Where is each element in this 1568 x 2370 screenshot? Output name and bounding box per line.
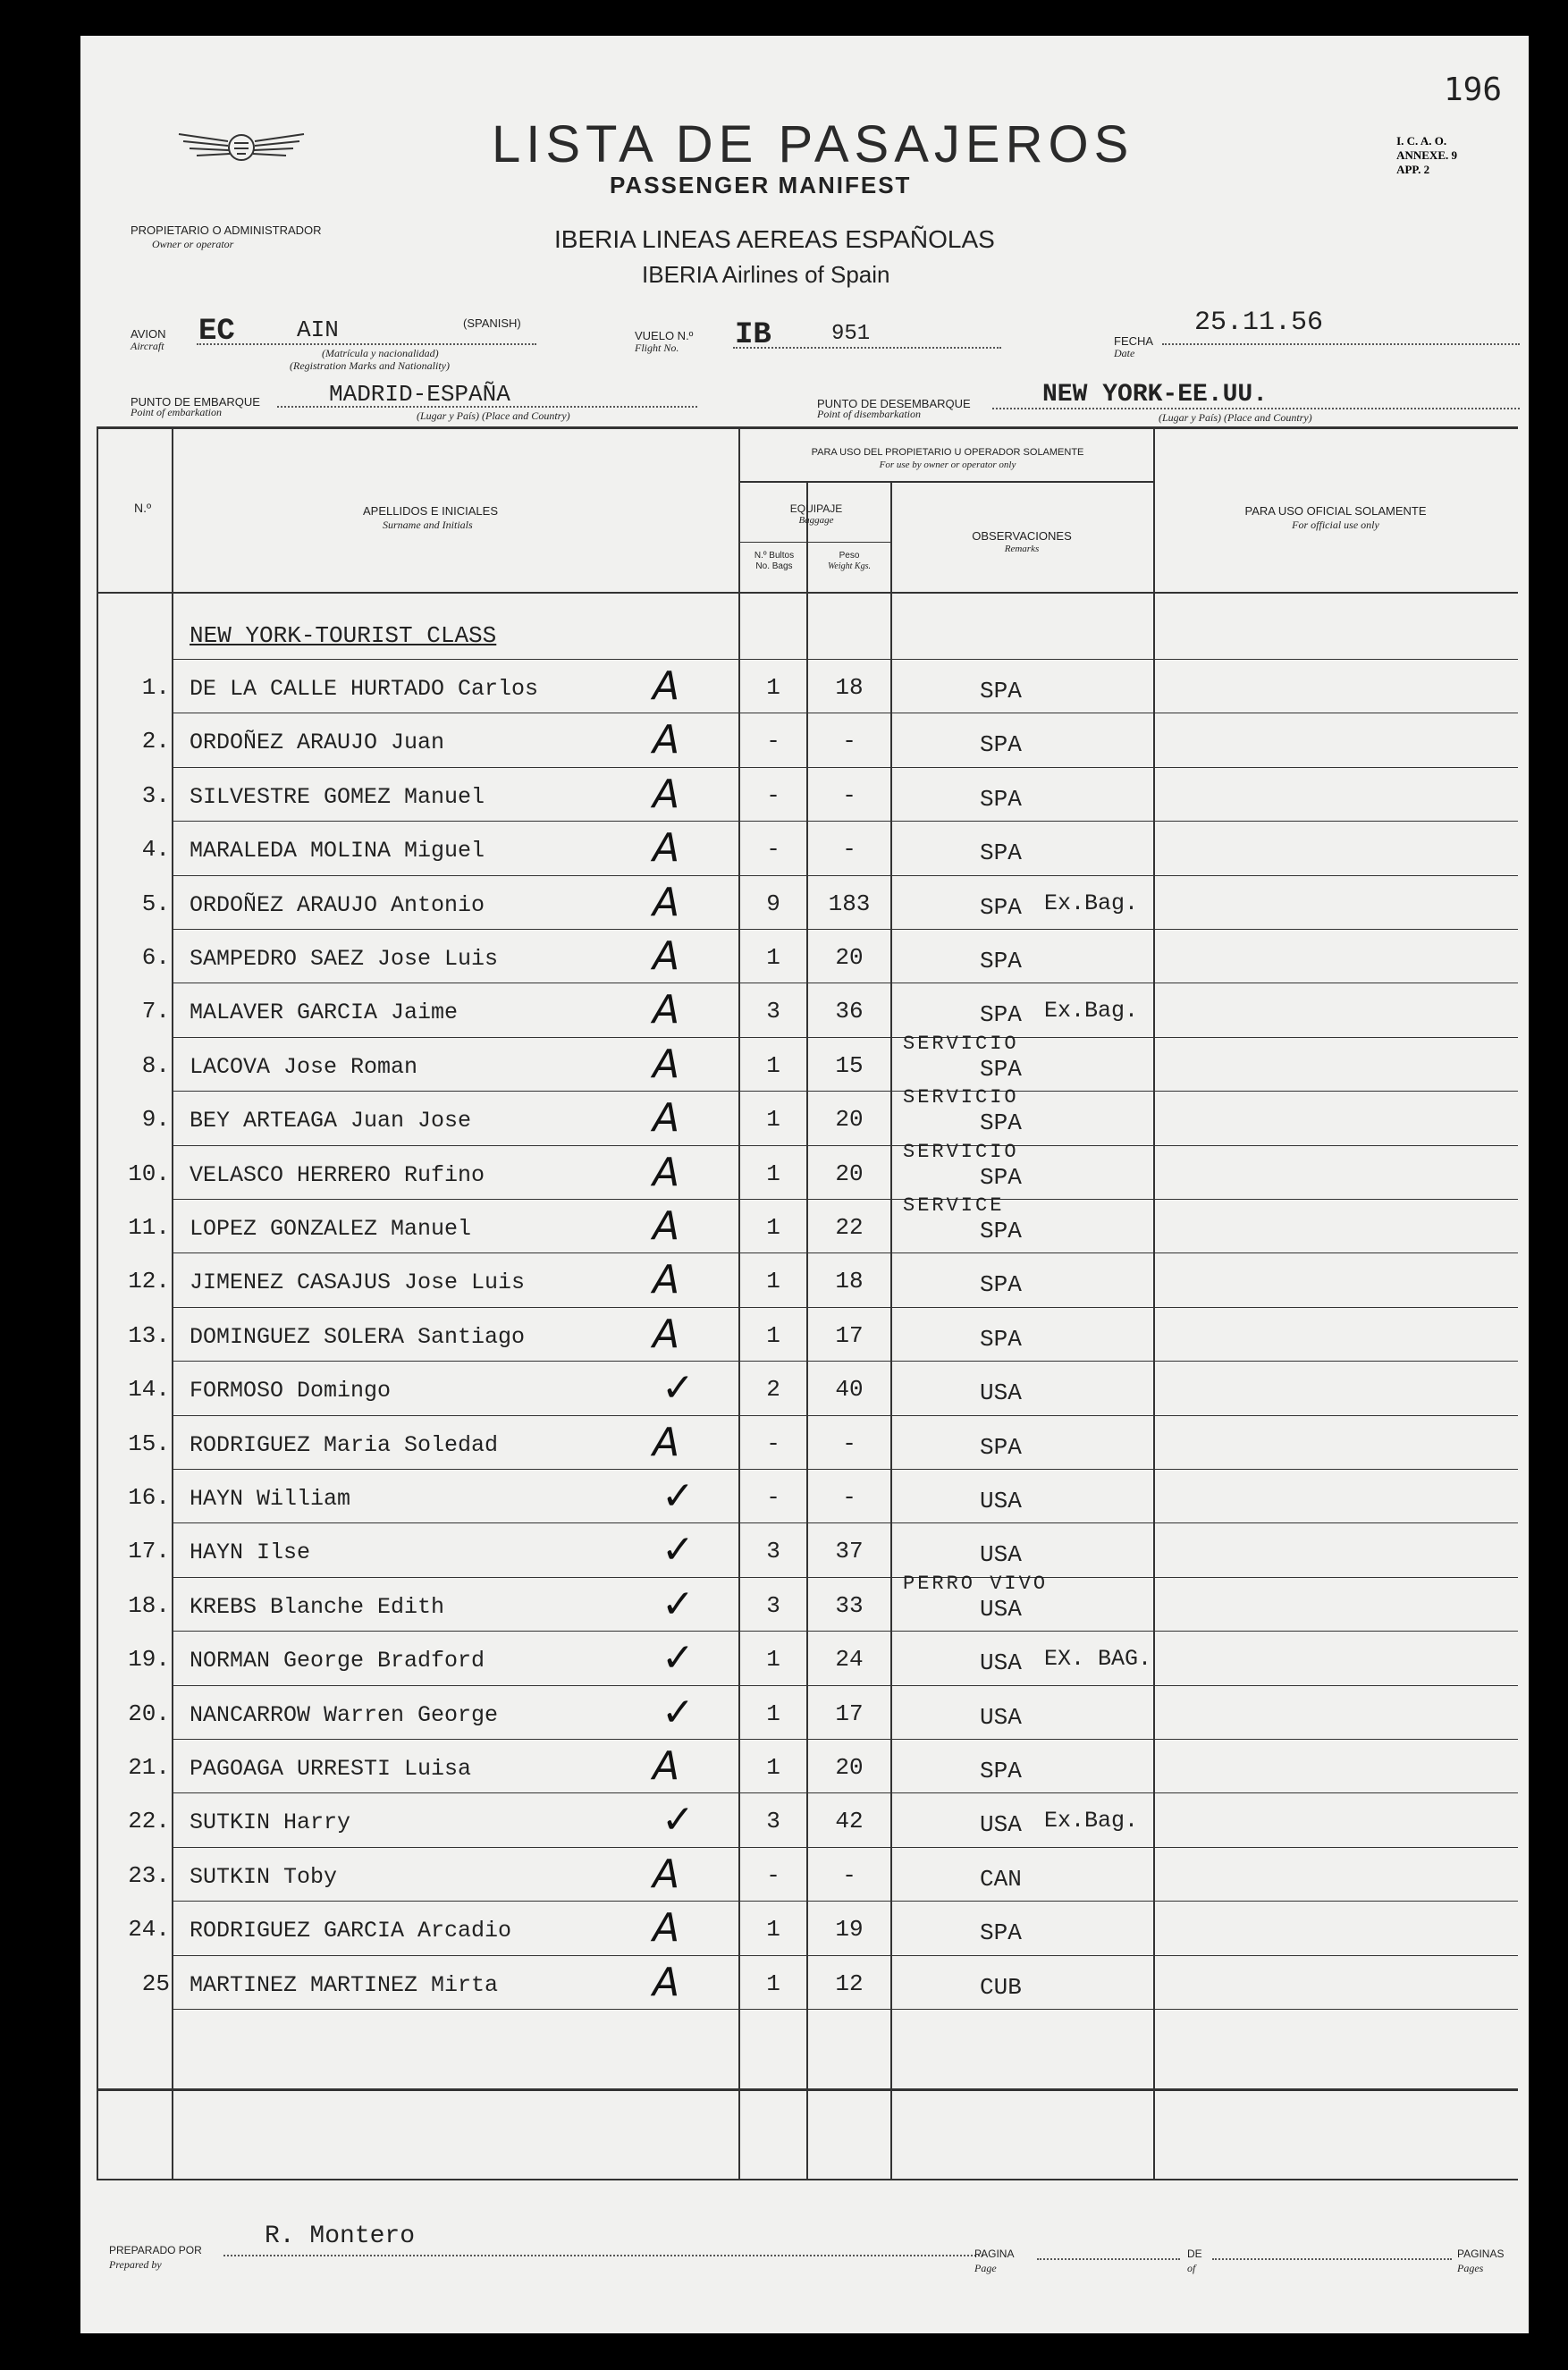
- baggage-pieces: 3: [766, 1808, 780, 1835]
- passenger-name: RODRIGUEZ Maria Soledad: [190, 1431, 499, 1458]
- icao-block: [1396, 134, 1457, 177]
- prepared-label-en: Prepared by: [109, 2258, 162, 2271]
- baggage-weight: -: [842, 1430, 856, 1457]
- row-number: 5.: [141, 890, 170, 917]
- baggage-pieces: 1: [766, 674, 780, 701]
- row-rule: [173, 1792, 1518, 1793]
- baggage-weight: 42: [835, 1808, 864, 1835]
- nationality: SPA: [980, 1109, 1022, 1137]
- check-mark: A: [653, 771, 680, 817]
- col-header-weight-label-en: Weight Kgs.: [828, 561, 871, 571]
- baggage-weight: 17: [835, 1321, 864, 1349]
- section-heading: NEW YORK-TOURIST CLASS: [190, 622, 497, 649]
- row-number: 16.: [128, 1484, 170, 1511]
- nationality: SPA: [980, 1218, 1022, 1244]
- baggage-pieces: 1: [766, 1106, 780, 1134]
- row-number: 8.: [141, 1051, 170, 1079]
- col-header-official-en: For official use only: [1292, 519, 1379, 531]
- check-mark: A: [653, 1257, 680, 1303]
- table-top-rule: [97, 426, 1518, 429]
- disembark-label: PUNTO DE DESEMBARQUE: [817, 397, 971, 410]
- passenger-name: BEY ARTEAGA Juan Jose: [190, 1108, 472, 1134]
- row-rule: [173, 821, 1518, 822]
- row-number: 12.: [128, 1268, 170, 1295]
- passenger-name: HAYN Ilse: [190, 1539, 311, 1566]
- manifest-sheet: [80, 36, 1529, 2333]
- baggage-pieces: -: [766, 836, 780, 864]
- col-header-pieces-label-en: No. Bags: [755, 561, 793, 571]
- nationality: CAN: [980, 1865, 1022, 1893]
- row-rule: [173, 1037, 1518, 1038]
- baggage-weight: 20: [835, 1106, 864, 1134]
- baggage-pieces: 1: [766, 1051, 780, 1079]
- baggage-pieces: 1: [766, 1916, 780, 1944]
- baggage-pieces: 1: [766, 1646, 780, 1674]
- nationality: SPA: [980, 1758, 1022, 1784]
- baggage-weight: 12: [835, 1969, 864, 1997]
- check-mark: A: [653, 663, 680, 709]
- baggage-pieces: -: [766, 1861, 780, 1889]
- row-number: 20.: [128, 1699, 170, 1727]
- row-number: 6.: [141, 944, 170, 971]
- col-rule: [172, 426, 173, 2179]
- row-number: 13.: [128, 1321, 170, 1349]
- col-header-baggage: EQUIPAJE: [789, 502, 843, 515]
- nationality: USA: [980, 1379, 1022, 1407]
- nationality: SPA: [980, 1001, 1022, 1029]
- aircraft-prefix: EC: [198, 315, 235, 349]
- baggage-weight: -: [842, 781, 856, 809]
- check-mark: A: [653, 1311, 680, 1357]
- aircraft-reg: AIN: [297, 316, 339, 343]
- aircraft-nationality: (SPANISH): [463, 316, 521, 330]
- passenger-name: NORMAN George Bradford: [190, 1648, 485, 1674]
- passenger-name: SAMPEDRO SAEZ Jose Luis: [190, 946, 499, 972]
- check-mark: ✓: [662, 1797, 695, 1843]
- row-rule: [173, 1361, 1518, 1362]
- nationality: SPA: [980, 1433, 1022, 1461]
- check-mark: A: [653, 1149, 680, 1195]
- nationality: USA: [980, 1541, 1022, 1569]
- flight-label-en: Flight No.: [635, 342, 679, 354]
- baggage-weight: -: [842, 1861, 856, 1889]
- passenger-name: MARTINEZ MARTINEZ Mirta: [190, 1971, 499, 1998]
- baggage-pieces: -: [766, 1430, 780, 1457]
- aircraft-note: (Matrícula y nacionalidad): [322, 347, 439, 359]
- col-header-remarks-en: Remarks: [1004, 544, 1040, 554]
- row-rule: [173, 1145, 1518, 1146]
- check-mark: A: [653, 879, 680, 925]
- row-number: 2.: [141, 728, 170, 755]
- remark-note: SERVICIO: [903, 1032, 1019, 1055]
- check-mark: A: [653, 1851, 680, 1897]
- row-rule: [173, 1415, 1518, 1416]
- date-label: FECHA: [1114, 334, 1154, 348]
- iberia-wings-logo: [170, 116, 313, 170]
- row-number: 15.: [128, 1430, 170, 1457]
- passenger-name: LOPEZ GONZALEZ Manuel: [190, 1216, 472, 1242]
- row-number: 21.: [128, 1754, 170, 1781]
- row-number: 23.: [128, 1861, 170, 1889]
- check-mark: ✓: [662, 1689, 695, 1735]
- check-mark: A: [653, 1419, 680, 1465]
- remark-note: PERRO VIVO: [903, 1572, 1049, 1595]
- passenger-name: ORDOÑEZ ARAUJO Juan: [190, 730, 445, 756]
- row-rule: [173, 1955, 1518, 1956]
- baggage-pieces: 1: [766, 1969, 780, 1997]
- baggage-pieces: -: [766, 1484, 780, 1511]
- col-header-remarks: OBSERVACIONES: [972, 529, 1072, 543]
- check-mark: A: [653, 1743, 680, 1789]
- row-number: 22.: [128, 1808, 170, 1835]
- baggage-weight: -: [842, 836, 856, 864]
- col-header-baggage-en: Baggage: [798, 515, 834, 526]
- nationality: SPA: [980, 1163, 1022, 1191]
- baggage-rule: [738, 542, 892, 543]
- of-label: DE: [1187, 2248, 1202, 2260]
- nationality: SPA: [980, 948, 1022, 974]
- baggage-weight: 183: [828, 890, 871, 917]
- baggage-weight: -: [842, 728, 856, 755]
- row-number: 11.: [128, 1214, 170, 1241]
- row-number: 3.: [141, 781, 170, 809]
- passenger-name: ORDOÑEZ ARAUJO Antonio: [190, 891, 485, 918]
- baggage-weight: 40: [835, 1376, 864, 1404]
- row-number: 17.: [128, 1538, 170, 1565]
- col-header-no: N.º: [134, 501, 152, 515]
- nationality: USA: [980, 1595, 1022, 1623]
- icao-line: APP. 2: [1396, 163, 1430, 176]
- nationality: USA: [980, 1488, 1022, 1514]
- row-rule: [173, 1252, 1518, 1253]
- check-mark: A: [653, 1041, 680, 1087]
- baggage-weight: -: [842, 1484, 856, 1511]
- row-number: 24.: [128, 1916, 170, 1944]
- row-rule: [173, 1469, 1518, 1470]
- passenger-name: RODRIGUEZ GARCIA Arcadio: [190, 1918, 512, 1944]
- date-value: 25.11.56: [1194, 308, 1324, 338]
- check-mark: ✓: [662, 1473, 695, 1519]
- baggage-pieces: 2: [766, 1376, 780, 1404]
- baggage-weight: 18: [835, 674, 864, 701]
- prepared-label: PREPARADO POR: [109, 2244, 202, 2256]
- passenger-name: JIMENEZ CASAJUS Jose Luis: [190, 1269, 526, 1296]
- baggage-weight: 20: [835, 944, 864, 971]
- page-subtitle: PASSENGER MANIFEST: [610, 172, 912, 198]
- baggage-pieces: 1: [766, 1754, 780, 1781]
- embark-value: MADRID-ESPAÑA: [329, 381, 510, 408]
- aircraft-label: AVION: [131, 327, 166, 341]
- disembark-value: NEW YORK-EE.UU.: [1042, 381, 1269, 409]
- nationality: CUB: [980, 1973, 1022, 2001]
- col-rule: [1153, 426, 1155, 2179]
- nationality: SPA: [980, 839, 1022, 867]
- flight-label: VUELO N.º: [635, 329, 694, 342]
- check-mark: A: [653, 1959, 680, 2005]
- row-rule: [173, 1739, 1518, 1740]
- page-number: 196: [1443, 72, 1502, 108]
- col-header-pieces-label: N.º Bultos: [754, 551, 795, 561]
- disembark-label-en: Point of disembarkation: [817, 408, 921, 420]
- passenger-name: KREBS Blanche Edith: [190, 1593, 445, 1620]
- passenger-name: SUTKIN Toby: [190, 1863, 338, 1890]
- col-header-weight-label: Peso: [839, 551, 860, 561]
- nationality: SPA: [980, 1271, 1022, 1299]
- page-title: LISTA DE PASAJEROS: [492, 115, 1134, 173]
- col-header-weight: [808, 551, 890, 572]
- row-rule: [173, 1847, 1518, 1848]
- owner-label-en: Owner or operator: [152, 238, 234, 250]
- row-rule: [173, 1307, 1518, 1308]
- table-left-rule: [97, 426, 98, 2179]
- row-rule: [173, 875, 1518, 876]
- check-mark: ✓: [662, 1635, 695, 1682]
- nationality: USA: [980, 1703, 1022, 1731]
- date-label-en: Date: [1114, 347, 1135, 359]
- col-header-owner-use: PARA USO DEL PROPIETARIO U OPERADOR SOLAMENTE: [811, 447, 1084, 458]
- prepared-value: R. Montero: [265, 2222, 416, 2250]
- passenger-name: SUTKIN Harry: [190, 1809, 351, 1836]
- disembark-note: (Lugar y País) (Place and Country): [1159, 411, 1312, 424]
- nationality: SPA: [980, 893, 1022, 921]
- baggage-weight: 22: [835, 1214, 864, 1241]
- nationality: SPA: [980, 731, 1022, 759]
- nationality: USA: [980, 1811, 1022, 1839]
- baggage-weight: 19: [835, 1916, 864, 1944]
- embark-note: (Lugar y País) (Place and Country): [417, 409, 570, 422]
- passenger-name: DOMINGUEZ SOLERA Santiago: [190, 1323, 526, 1350]
- baggage-pieces: 1: [766, 1214, 780, 1241]
- row-number: 4.: [141, 836, 170, 864]
- nationality: SPA: [980, 1919, 1022, 1947]
- baggage-weight: 37: [835, 1538, 864, 1565]
- baggage-weight: 15: [835, 1051, 864, 1079]
- col-header-surname: APELLIDOS E INICIALES: [363, 504, 499, 518]
- col-header-pieces: [742, 551, 806, 572]
- nationality: USA: [980, 1649, 1022, 1677]
- check-mark: A: [653, 1095, 680, 1142]
- baggage-pieces: 3: [766, 1538, 780, 1565]
- row-number: 1.: [141, 674, 170, 701]
- passenger-name: PAGOAGA URRESTI Luisa: [190, 1756, 472, 1782]
- remark-extra: Ex.Bag.: [1044, 998, 1139, 1025]
- baggage-weight: 17: [835, 1699, 864, 1727]
- owner-use-rule: [738, 481, 1155, 483]
- nationality: SPA: [980, 1325, 1022, 1353]
- passenger-name: MALAVER GARCIA Jaime: [190, 999, 459, 1026]
- embark-label-en: Point of embarkation: [131, 406, 222, 418]
- baggage-pieces: -: [766, 781, 780, 809]
- table-bottom-rule: [97, 2088, 1518, 2091]
- col-rule: [890, 481, 892, 2179]
- col-header-surname-en: Surname and Initials: [383, 519, 473, 531]
- check-mark: A: [653, 825, 680, 872]
- flight-prefix: IB: [735, 318, 771, 352]
- aircraft-note-en: (Registration Marks and Nationality): [290, 359, 450, 372]
- row-rule: [173, 1631, 1518, 1632]
- row-number: 25: [141, 1969, 170, 1997]
- row-number: 9.: [141, 1106, 170, 1134]
- col-header-owner-use-en: For use by owner or operator only: [879, 460, 1016, 470]
- check-mark: A: [653, 987, 680, 1033]
- row-rule: [173, 1577, 1518, 1578]
- row-number: 7.: [141, 998, 170, 1025]
- row-rule: [173, 1522, 1518, 1523]
- baggage-pieces: 3: [766, 998, 780, 1025]
- baggage-weight: 33: [835, 1591, 864, 1619]
- embark-label: PUNTO DE EMBARQUE: [131, 395, 260, 409]
- owner-value-en: IBERIA Airlines of Spain: [642, 261, 890, 288]
- icao-line: ANNEXE. 9: [1396, 148, 1457, 162]
- passenger-name: VELASCO HERRERO Rufino: [190, 1161, 485, 1188]
- check-mark: A: [653, 1905, 680, 1952]
- row-rule: [173, 929, 1518, 930]
- flight-number: 951: [831, 322, 871, 346]
- passenger-name: SILVESTRE GOMEZ Manuel: [190, 783, 485, 810]
- passenger-name: MARALEDA MOLINA Miguel: [190, 838, 485, 865]
- table-end-rule: [97, 2179, 1518, 2180]
- check-mark: ✓: [662, 1365, 695, 1412]
- passenger-name: LACOVA Jose Roman: [190, 1053, 418, 1080]
- remark-note: SERVICE: [903, 1194, 1005, 1217]
- row-rule: [173, 1091, 1518, 1092]
- page-label: PAGINA: [974, 2248, 1015, 2260]
- owner-value-es: IBERIA LINEAS AEREAS ESPAÑOLAS: [554, 225, 995, 253]
- owner-label: PROPIETARIO O ADMINISTRADOR: [131, 224, 322, 237]
- remark-extra: Ex.Bag.: [1044, 890, 1139, 916]
- check-mark: A: [653, 1203, 680, 1249]
- aircraft-label-en: Aircraft: [131, 340, 164, 352]
- row-rule: [173, 2009, 1518, 2010]
- baggage-pieces: 1: [766, 1699, 780, 1727]
- row-number: 10.: [128, 1160, 170, 1187]
- row-rule: [173, 1199, 1518, 1200]
- check-mark: A: [653, 717, 680, 763]
- page-label-en: Page: [974, 2262, 997, 2274]
- nationality: SPA: [980, 785, 1022, 813]
- row-rule: [173, 767, 1518, 768]
- baggage-pieces: 1: [766, 1268, 780, 1295]
- row-number: 18.: [128, 1591, 170, 1619]
- row-rule: [173, 659, 1518, 660]
- passenger-name: DE LA CALLE HURTADO Carlos: [190, 676, 539, 702]
- icao-line: I. C. A. O.: [1396, 134, 1447, 148]
- remark-extra: EX. BAG.: [1044, 1646, 1152, 1673]
- baggage-pieces: 1: [766, 1160, 780, 1187]
- row-rule: [173, 1685, 1518, 1686]
- check-mark: ✓: [662, 1581, 695, 1627]
- baggage-pieces: 3: [766, 1591, 780, 1619]
- row-rule: [173, 1901, 1518, 1902]
- pages-label: PAGINAS: [1457, 2248, 1505, 2260]
- col-header-official: PARA USO OFICIAL SOLAMENTE: [1244, 504, 1427, 518]
- row-number: 14.: [128, 1376, 170, 1404]
- check-mark: ✓: [662, 1527, 695, 1573]
- passenger-name: HAYN William: [190, 1486, 351, 1512]
- baggage-pieces: 1: [766, 1321, 780, 1349]
- row-number: 19.: [128, 1646, 170, 1674]
- remark-note: SERVICIO: [903, 1140, 1019, 1163]
- check-mark: A: [653, 933, 680, 979]
- passenger-name: NANCARROW Warren George: [190, 1701, 499, 1728]
- nationality: SPA: [980, 1055, 1022, 1083]
- baggage-weight: 36: [835, 998, 864, 1025]
- baggage-pieces: 9: [766, 890, 780, 917]
- passenger-name: FORMOSO Domingo: [190, 1378, 392, 1404]
- baggage-pieces: 1: [766, 944, 780, 971]
- baggage-weight: 20: [835, 1754, 864, 1781]
- of-label-en: of: [1187, 2262, 1196, 2274]
- baggage-weight: 18: [835, 1268, 864, 1295]
- remark-note: SERVICIO: [903, 1086, 1019, 1109]
- nationality: SPA: [980, 678, 1022, 704]
- baggage-weight: 20: [835, 1160, 864, 1187]
- baggage-pieces: -: [766, 728, 780, 755]
- remark-extra: Ex.Bag.: [1044, 1808, 1139, 1834]
- baggage-weight: 24: [835, 1646, 864, 1674]
- pages-label-en: Pages: [1457, 2262, 1484, 2274]
